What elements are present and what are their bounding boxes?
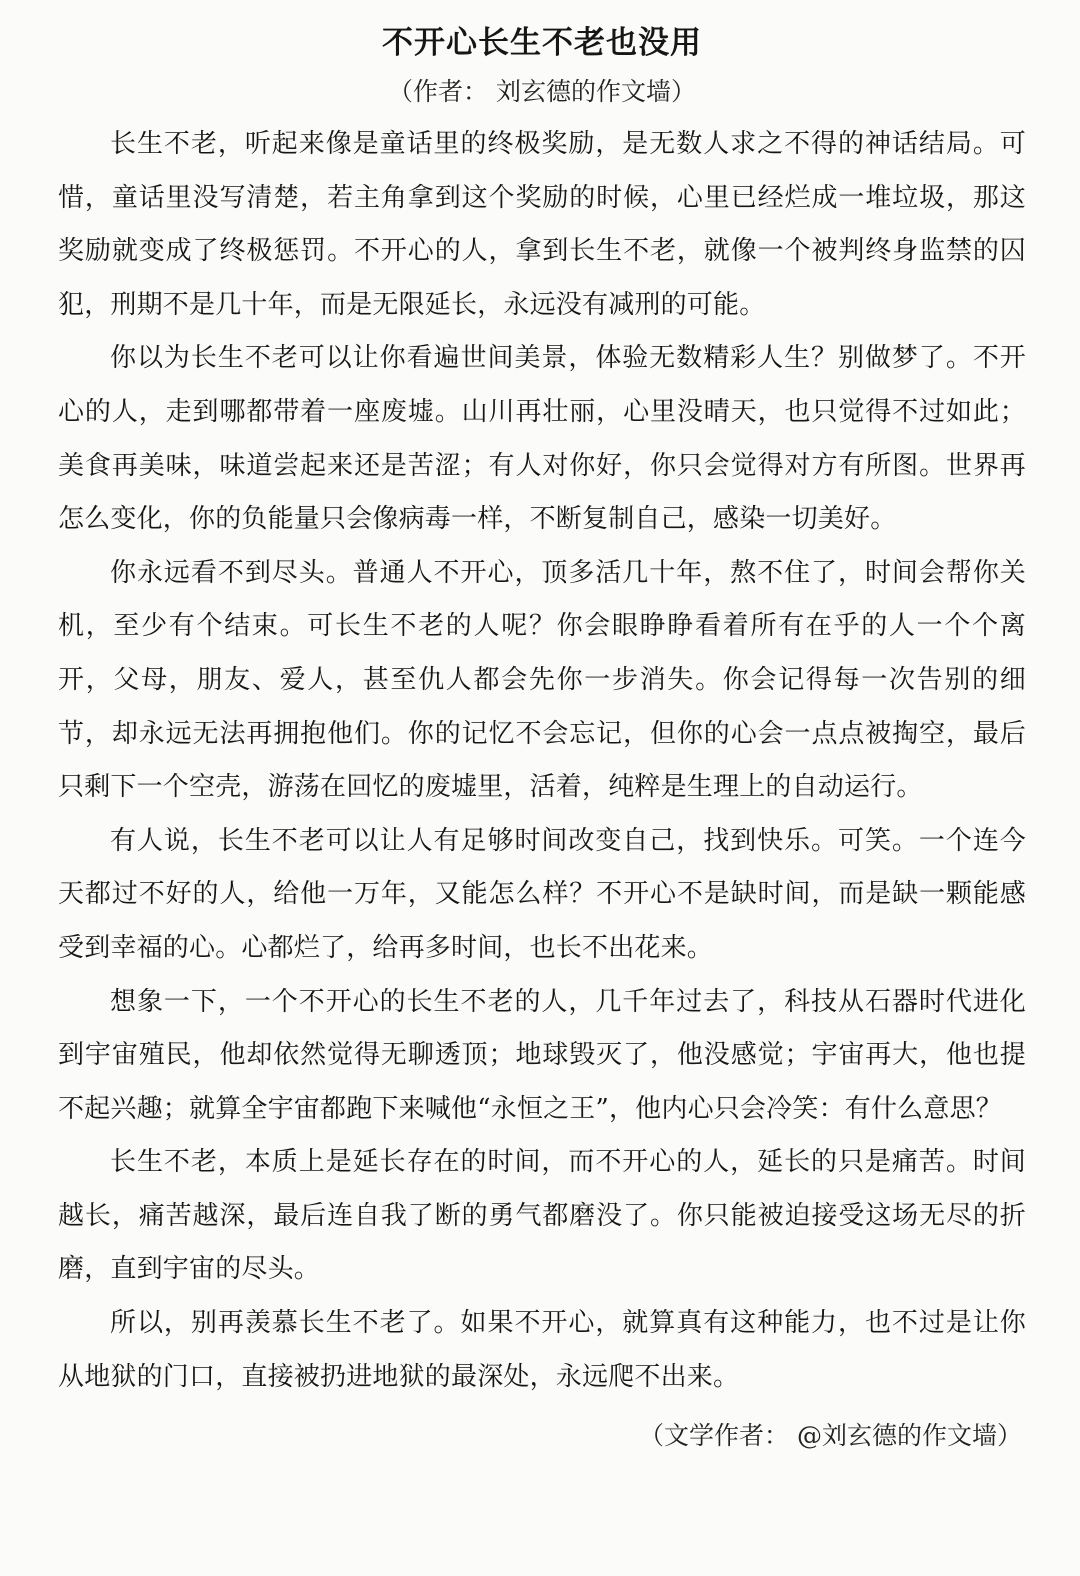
document-body xyxy=(58,118,1026,1404)
paragraph-7: 所以，别再羡慕长生不老了。如果不开心，就算真有这种能力，也不过是让你从地狱的门口，直接被扔进地狱的最深处，永远爬不出来。 xyxy=(58,1308,1026,1392)
paragraph-6: 长生不老，本质上是延长存在的时间，而不开心的人，延长的只是痛苦。时间越长，痛苦越深，最后连自我了断的勇气都磨没了。你只能被迫接受这场无尽的折磨，直到宇宙的尽头。 xyxy=(58,1147,1026,1285)
paragraph-5: 想象一下，一个不开心的长生不老的人，几千年过去了，科技从石器时代进化到宇宙殖民，他却依然觉得无聊透顶；地球毁灭了，他没感觉；宇宙再大，他也提不起兴趣；就算全宇宙都跑下来喊他“永恒之王”，他内心只会冷笑：有什么意思？ xyxy=(58,986,1026,1124)
paragraph-4: 有人说，长生不老可以让人有足够时间改变自己，找到快乐。可笑。一个连今天都过不好的人，给他一万年，又能怎么样？不开心不是缺时间，而是缺一颗能感受到幸福的心。心都烂了，给再多时间，也长不出花来。 xyxy=(58,825,1026,963)
paragraph-2: 你以为长生不老可以让你看遍世间美景，体验无数精彩人生？别做梦了。不开心的人，走到哪都带着一座废墟。山川再壮丽，心里没晴天，也只觉得不过如此；美食再美味，味道尝起来还是苦涩；有人对你好，你只会觉得对方有所图。世界再怎么变化，你的负能量只会像病毒一样，不断复制自己，感染一切美好。 xyxy=(58,343,1026,535)
document-title: 不开心长生不老也没用 xyxy=(382,25,702,61)
paragraph-1: 长生不老，听起来像是童话里的终极奖励，是无数人求之不得的神话结局。可惜，童话里没写清楚，若主角拿到这个奖励的时候，心里已经烂成一堆垃圾，那这奖励就变成了终极惩罚。不开心的人，拿到长生不老，就像一个被判终身监禁的囚犯，刑期不是几十年，而是无限延长，永远没有减刑的可能。 xyxy=(58,129,1026,320)
footer-attribution: （文学作者： @刘玄德的作文墙） xyxy=(639,1421,1022,1451)
author-line: （作者： 刘玄德的作文墙） xyxy=(388,77,696,106)
paragraph-3: 你永远看不到尽头。普通人不开心，顶多活几十年，熬不住了，时间会帮你关机，至少有个结束。可长生不老的人呢？你会眼睁睁看着所有在乎的人一个个离开，父母，朋友、爱人，甚至仇人都会先你一步消失。你会记得每一次告别的细节，却永远无法再拥抱他们。你的记忆不会忘记，但你的心会一点点被掏空，最后只剩下一个空壳，游荡在回忆的废墟里，活着，纯粹是生理上的自动运行。 xyxy=(58,557,1026,803)
